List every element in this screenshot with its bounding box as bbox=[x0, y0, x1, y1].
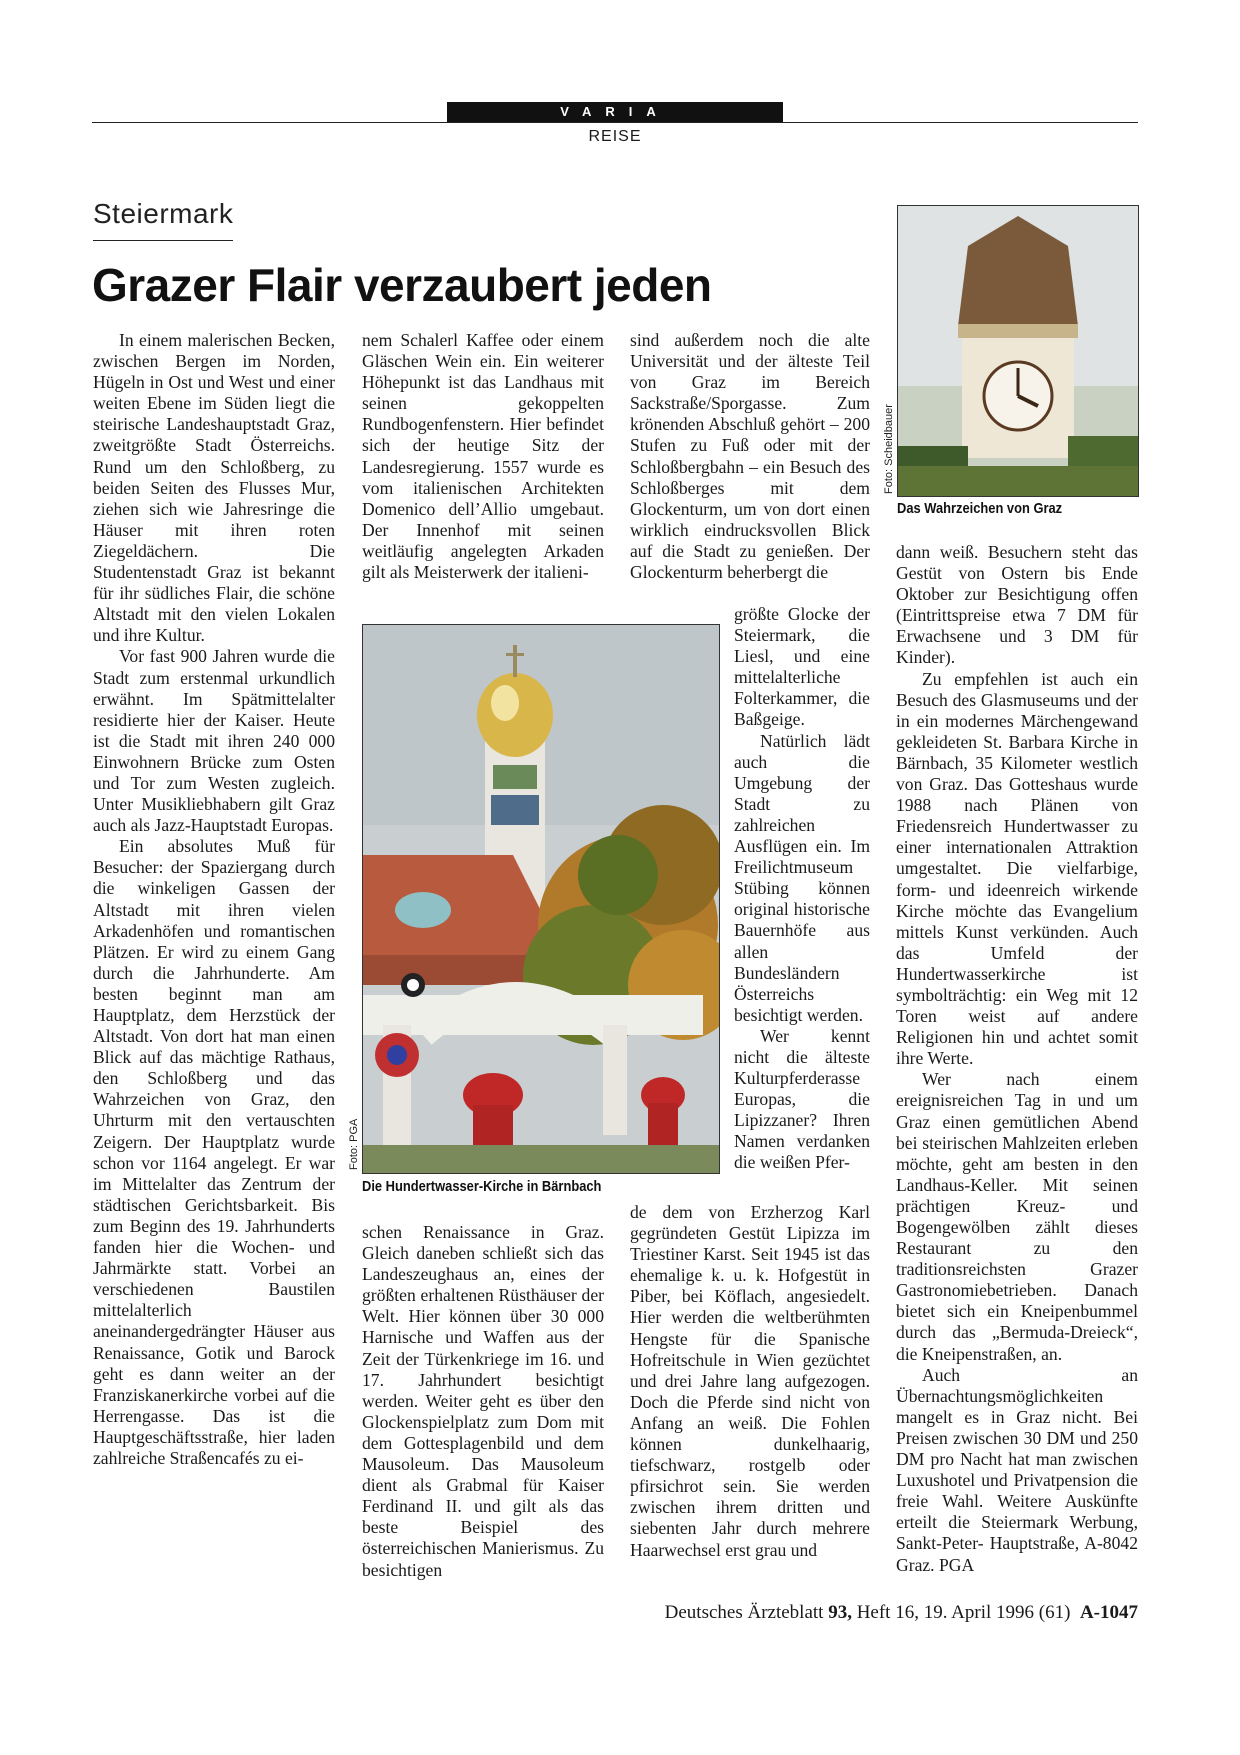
journal-name: Deutsches Ärzteblatt bbox=[664, 1602, 824, 1623]
paragraph: schen Renaissance in Graz. Gleich daneben schließt sich das Landeszeughaus an, eines der größten erhaltenen Rüsthäuser der Welt. Hier können über 30 000 Harnische und Waffen aus der Zeit der Türkenkriege im 16. und 17. Jahrhundert besichtigt werden. Weiter geht es über den Glockenspielplatz zum Dom mit dem Gottesplagenbild und dem Mausoleum. Das Mausoleum dient als Grabmal für Kaiser Ferdinand II. und gilt als das beste Beispiel des österreichischen Manierismus. Zu besichtigen bbox=[362, 1222, 604, 1580]
kicker-underline bbox=[93, 240, 233, 241]
paragraph: Zu empfehlen ist auch ein Besuch des Glasmuseums und der in ein modernes Märchengewand gekleideten St. Barbara Kirche in Bärnbach, 35 Kilometer westlich von Graz. Das Gotteshaus wurde 1988 nach Plänen von Friedensreich Hundertwasser zu einer internationalen Attraktion umgestaltet. Die vielfarbige, form- und ideenreich wirkende Kirche möchte das Evangelium mittels Kunst verkünden. Auch das Umfeld der Hundertwasserkirche ist symbolträchtig: ein Weg mit 12 Toren weist auf andere Religionen hin und achtet somit ihre Werte. bbox=[896, 668, 1138, 1069]
clocktower-photo bbox=[897, 205, 1139, 497]
header-rule bbox=[92, 122, 1138, 123]
article-column-3-narrow bbox=[734, 604, 870, 1174]
paragraph: Auch an Übernachtungsmöglichkeiten mangelt es in Graz nicht. Bei Preisen zwischen 30 DM und 250 DM pro Nacht hat man zwischen Luxushotel und Privatpension die freie Wahl. Weitere Auskünfte erteilt die Steiermark Werbung, Sankt-Peter- Hauptstraße, A-8042 Graz. PGA bbox=[896, 1364, 1138, 1575]
article-column-3-top bbox=[630, 330, 870, 583]
paragraph: In einem malerischen Becken, zwischen Bergen im Norden, Hügeln in Ost und West und einer weiten Ebene im Süden liegt die steirische Landeshauptstadt Graz, zweitgrößte Stadt Österreichs. Rund um den Schloßberg, zu beiden Seiten des Flusses Mur, ziehen sich wie Jahresringe die Häuser mit ihren roten Ziegeldächern. Die Studentenstadt Graz ist bekannt für ihr südliches Flair, die schöne Altstadt mit den vielen Lokalen und ihre Kultur. bbox=[93, 330, 335, 646]
paragraph: Wer nach einem ereignisreichen Tag in und um Graz einen gemütlichen Abend bei steirischen Mahlzeiten erleben möchte, geht am besten in den Landhaus-Keller. Mit seinen prächtigen Kreuz- und Bogengewölben zählt dieses Restaurant zu den traditionsreichsten Grazer Gastronomiebetrieben. Danach bietet sich ein Kneipenbummel durch das „Bermuda-Dreieck“, die Kneipenstraßen, an. bbox=[896, 1069, 1138, 1364]
article-column-4 bbox=[896, 542, 1138, 1576]
journal-volume: 93, bbox=[828, 1602, 852, 1623]
paragraph: Wer kennt nicht die älteste Kulturpferderasse Europas, die Lipizzaner? Ihren Namen verdanken die weißen Pfer- bbox=[734, 1025, 870, 1173]
paragraph: Ein absolutes Muß für Besucher: der Spaziergang durch die winkeligen Gassen der Altstadt mit ihren vielen Arkadenhöfen und romantischen Plätzen. Er wird zu einem Gang durch die Jahrhunderte. Am besten beginnt man am Hauptplatz, dem Herzstück der Altstadt. Von dort hat man einen Blick auf das mächtige Rathaus, den Schloßberg und das Wahrzeichen von Graz, den Uhrturm mit den vertauschten Zeigern. Der Hauptplatz wurde schon vor 1164 angelegt. Er war im Mittelalter das Zentrum der städtischen Gerichtsbarkeit. Bis zum Beginn des 19. Jahrhunderts fanden hier die Wochen- und Jahrmärkte statt. Vorbei an verschiedenen Baustilen mittelalterlich aneinandergedrängter Häuser aus Renaissance, Gotik und Barock geht es dann weiter an der Franziskanerkirche vorbei auf die Herrengasse. Das ist die Hauptgeschäftsstraße, hier laden zahlreiche Straßencafés zu ei- bbox=[93, 836, 335, 1468]
paragraph: de dem von Erzherzog Karl gegründeten Gestüt Lipizza im Triestiner Karst. Seit 1945 ist das ehemalige k. u. k. Hofgestüt in Piber, bei Köflach, angesiedelt. Hier werden die weltberühmten Hengste für die Spanische Hofreitschule in Wien gezüchtet und drei Jahre lang aufgezogen. Doch die Pferde sind nicht von Anfang an weiß. Die Fohlen können dunkelhaarig, tiefschwarz, rostgelb oder pfirsichrot sein. Sie werden zwischen ihrem dritten und siebenten Jahr durch mehrere Haarwechsel erst grau und bbox=[630, 1202, 870, 1560]
section-label: VARIA bbox=[447, 102, 783, 122]
photo-credit: Foto: Scheidbauer bbox=[883, 404, 895, 494]
church-photo bbox=[362, 624, 720, 1174]
photo-credit: Foto: PGA bbox=[348, 1118, 360, 1170]
church-illustration bbox=[363, 625, 719, 1173]
subsection-label: REISE bbox=[588, 128, 642, 145]
paragraph: größte Glocke der Steiermark, die Liesl, und eine mittelalterliche Folterkammer, die Baßgeige. bbox=[734, 604, 870, 730]
clocktower-illustration bbox=[898, 206, 1138, 496]
paragraph: Natürlich lädt auch die Umgebung der Stadt zu zahlreichen Ausflügen ein. Im Freilichtmuseum Stübing können original historische Bauernhöfe aus allen Bundesländern Österreichs besichtigt werden. bbox=[734, 730, 870, 1025]
photo-caption: Das Wahrzeichen von Graz bbox=[897, 500, 1063, 517]
article-column-2-bottom bbox=[362, 1222, 604, 1581]
article-headline: Grazer Flair verzaubert jeden bbox=[92, 259, 712, 311]
article-column-1 bbox=[93, 330, 335, 1469]
article-column-2-top bbox=[362, 330, 604, 583]
article-column-3-bottom bbox=[630, 1202, 870, 1561]
page-number: A-1047 bbox=[1079, 1602, 1138, 1623]
article-kicker: Steiermark bbox=[93, 198, 234, 229]
paragraph: dann weiß. Besuchern steht das Gestüt von Ostern bis Ende Oktober zur Besichtigung offen (Eintrittspreise etwa 7 DM für Erwachsene und 3 DM für Kinder). bbox=[896, 542, 1138, 668]
photo-caption: Die Hundertwasser-Kirche in Bärnbach bbox=[362, 1178, 602, 1195]
journal-issue: Heft 16, 19. April 1996 (61) bbox=[856, 1602, 1071, 1623]
paragraph: nem Schalerl Kaffee oder einem Gläschen Wein ein. Ein weiterer Höhepunkt ist das Landhaus mit seinen gekoppelten Rundbogenfenstern. Hier befindet sich der heutige Sitz der Landesregierung. 1557 wurde es vom italienischen Architekten Domenico dell’Allio umgebaut. Der Innenhof mit seinen weitläufig angelegten Arkaden gilt als Meisterwerk der italieni- bbox=[362, 330, 604, 583]
paragraph: Vor fast 900 Jahren wurde die Stadt zum erstenmal urkundlich erwähnt. Im Spätmittelalter residierte hier der Kaiser. Heute ist die Stadt mit ihren 240 000 Einwohnern Brücke zum Osten und Tor zum Westen zugleich. Unter Musikliebhabern gilt Graz auch als Jazz-Hauptstadt Europas. bbox=[93, 646, 335, 836]
page-footer bbox=[665, 1602, 1138, 1624]
paragraph: sind außerdem noch die alte Universität und der älteste Teil von Graz im Bereich Sackstraße/Sporgasse. Zum krönenden Abschluß gehört – 200 Stufen zu Fuß oder mit der Schloßbergbahn – ein Besuch des Schloßberges mit dem Glockenturm, um von dort einen wirklich eindrucksvollen Blick auf die Stadt zu genießen. Der Glockenturm beherbergt die bbox=[630, 330, 870, 583]
